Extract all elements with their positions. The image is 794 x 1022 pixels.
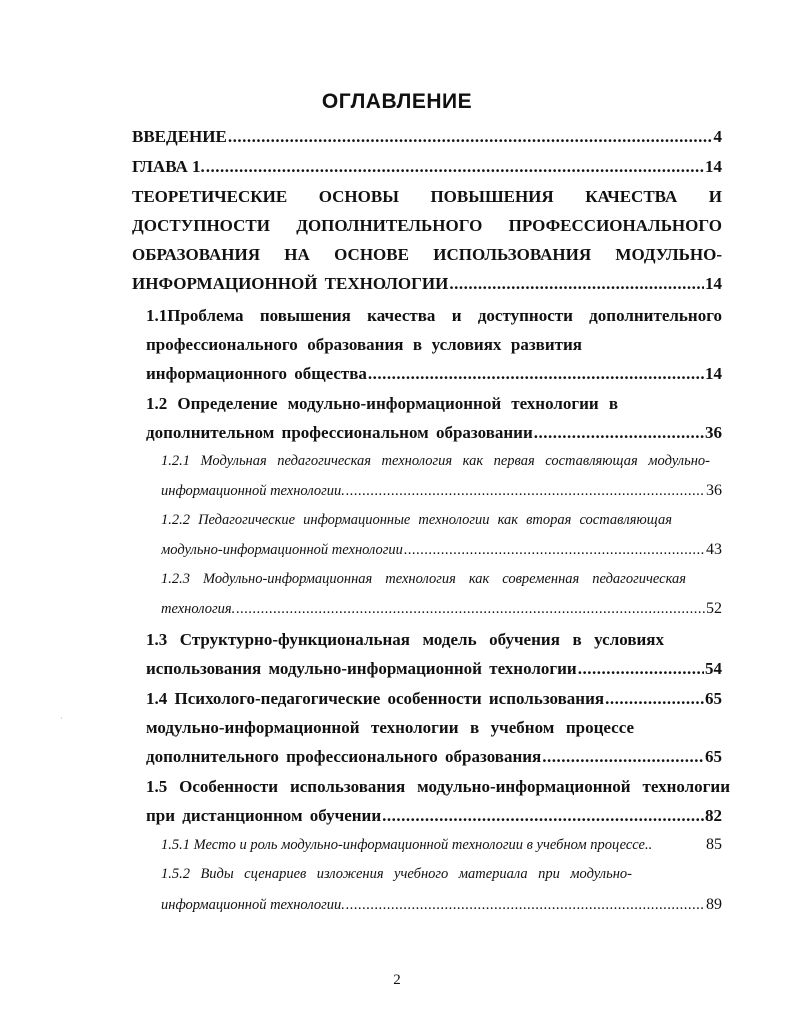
scan-speck: · [60,714,63,723]
toc-entry-1-2[interactable] [146,394,618,414]
toc-leader-dots [534,423,704,443]
toc-entry-label: 1.5.1 Место и роль модульно-информационной технологии в учебном процессе.. [161,837,653,853]
toc-entry-1-5-1[interactable] [161,836,722,854]
toc-entry-1-2-2[interactable] [161,541,722,559]
toc-entry-label: ОБРАЗОВАНИЯ НА ОСНОВЕ ИСПОЛЬЗОВАНИЯ МОДУЛЬНО- [132,245,722,264]
toc-page-number: 65 [705,689,722,708]
toc-entry-label: 1.2.2 Педагогические информационные технологии как вторая составляющая [161,512,672,528]
toc-entry-1-1[interactable] [146,335,582,355]
toc-leader-dots [605,689,704,709]
toc-entry-label: технология. [161,601,236,617]
toc-entry-chapter-1[interactable] [132,157,722,177]
toc-chapter-title-line[interactable] [132,245,722,265]
toc-page-number: 4 [713,127,722,146]
toc-entry-label: при дистанционном обучении [146,806,382,825]
toc-page-number: 43 [706,541,722,558]
toc-leader-dots [578,659,704,679]
toc-page-number: 14 [705,157,722,176]
toc-entry-1-5[interactable] [146,777,730,797]
toc-entry-1-3[interactable] [146,659,722,679]
toc-entry-label: 1.5.2 Виды сценариев изложения учебного материала при модульно- [161,866,632,882]
toc-entry-label: 1.1Проблема повышения качества и доступности дополнительного [146,306,722,325]
toc-entry-label: информационной технологии. [161,897,345,913]
toc-entry-1-4[interactable] [146,718,634,738]
toc-leader-dots [368,364,704,384]
toc-entry-label: 1.2 Определение модульно-информационной технологии в [146,394,618,413]
page-number: 2 [393,972,401,988]
toc-entry-label: 1.3 Структурно-функциональная модель обучения в условиях [146,630,664,649]
toc-page-number: 85 [706,836,722,853]
toc-page-number: 52 [706,600,722,617]
toc-entry-1-2-3[interactable] [161,571,686,588]
toc-entry-label: 1.5 Особенности использования модульно-информационной технологии [146,777,730,796]
toc-entry-1-5[interactable] [146,806,722,826]
toc-page-number: 54 [705,659,722,678]
toc-page-number: 36 [705,423,722,442]
toc-chapter-title-line[interactable] [132,216,722,236]
toc-page-number: 14 [705,274,722,293]
toc-entry-label: ИНФОРМАЦИОННОЙ ТЕХНОЛОГИИ [132,274,449,293]
toc-entry-label: использования модульно-информационной технологии [146,659,577,678]
toc-page-number: 36 [706,482,722,499]
toc-entry-1-5-2[interactable] [161,866,632,883]
toc-leader-dots [346,897,705,914]
toc-leader-dots [236,601,705,618]
toc-entry-1-2-1[interactable] [161,482,722,500]
toc-entry-label: профессионального образования в условиях развития [146,335,582,354]
toc-entry-label: 1.2.3 Модульно-информационная технология как современная педагогическая [161,571,686,587]
toc-entry-label: 1.4 Психолого-педагогические особенности использования [146,689,605,708]
toc-chapter-title-line[interactable] [132,274,722,294]
toc-leader-dots [542,747,704,767]
toc-leader-dots [449,274,704,294]
toc-entry-label: дополнительном профессиональном образовании [146,423,533,442]
toc-entry-1-3[interactable] [146,630,664,650]
page-title: ОГЛАВЛЕНИЕ [321,90,473,113]
toc-entry-label: ТЕОРЕТИЧЕСКИЕ ОСНОВЫ ПОВЫШЕНИЯ КАЧЕСТВА И [132,187,722,206]
toc-entry-1-1[interactable] [146,364,722,384]
toc-entry-1-5-2[interactable] [161,896,722,914]
toc-leader-dots [404,542,705,559]
toc-entry-label: ДОСТУПНОСТИ ДОПОЛНИТЕЛЬНОГО ПРОФЕССИОНАЛЬНОГО [132,216,722,235]
toc-entry-label: дополнительного профессионального образования [146,747,542,766]
toc-leader-dots [228,127,713,147]
toc-chapter-title-line[interactable] [132,187,722,207]
toc-entry-1-1[interactable] [146,306,722,326]
toc-entry-intro[interactable] [132,127,722,147]
toc-page-number: 14 [705,364,722,383]
toc-page-number: 89 [706,896,722,913]
toc-entry-1-4[interactable] [146,747,722,767]
toc-entry-1-2-1[interactable] [161,453,710,470]
toc-leader-dots [382,806,704,826]
toc-leader-dots [346,483,705,500]
toc-entry-1-2[interactable] [146,423,722,443]
toc-page-number: 65 [705,747,722,766]
toc-page-number: 82 [705,806,722,825]
toc-entry-label: 1.2.1 Модульная педагогическая технология как первая составляющая модульно- [161,453,710,469]
toc-leader-dots [206,157,704,177]
toc-entry-label: информационного общества [146,364,367,383]
toc-entry-label: информационной технологии. [161,483,345,499]
toc-entry-label: ГЛАВА 1. [132,157,205,176]
toc-entry-label: ВВЕДЕНИЕ [132,127,227,146]
toc-entry-1-2-3[interactable] [161,600,722,618]
toc-entry-label: модульно-информационной технологии в учебном процессе [146,718,634,737]
toc-entry-label: модульно-информационной технологии [161,542,403,558]
toc-entry-1-4[interactable] [146,689,722,709]
toc-entry-1-2-2[interactable] [161,512,672,529]
